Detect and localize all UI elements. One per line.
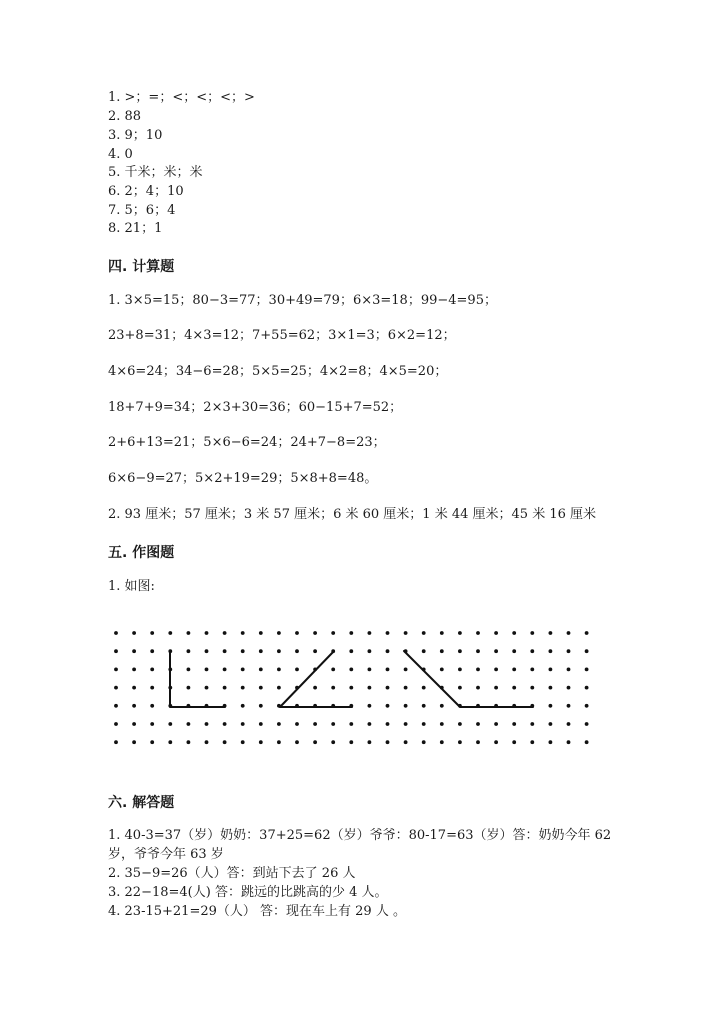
grid-dot <box>241 649 245 653</box>
grid-dot <box>386 649 390 653</box>
grid-dot <box>404 631 408 635</box>
calc-line: 1. 3×5=15；80−3=77；30+49=79；6×3=18；99−4=95； <box>108 293 497 308</box>
grid-dot <box>422 740 426 744</box>
drawing-caption: 1. 如图: <box>108 579 155 594</box>
grid-dot <box>168 740 172 744</box>
grid-dot <box>404 668 408 672</box>
dot-grid-figure <box>105 620 605 760</box>
grid-dot <box>205 722 209 726</box>
grid-dot <box>187 686 191 690</box>
dot-grid <box>114 631 588 744</box>
solution-line: 3. 22−18=4(人) 答：跳远的比跳高的少 4 人。 <box>108 885 388 900</box>
grid-dot <box>187 631 191 635</box>
grid-dot <box>295 722 299 726</box>
grid-dot <box>331 668 335 672</box>
grid-dot <box>205 686 209 690</box>
grid-dot <box>277 631 281 635</box>
grid-dot <box>150 704 154 708</box>
answer-line: 2. 88 <box>108 109 142 124</box>
grid-dot <box>295 668 299 672</box>
solution-line: 1. 40-3=37（岁）奶奶：37+25=62（岁）爷爷：80-17=63（岁）答：奶奶今年 62 <box>108 828 612 843</box>
grid-dot <box>422 686 426 690</box>
solution-line: 2. 35−9=26（人）答：到站下去了 26 人 <box>108 866 356 881</box>
grid-dot <box>313 722 317 726</box>
grid-dot <box>150 722 154 726</box>
grid-dot <box>476 722 480 726</box>
grid-dot <box>567 722 571 726</box>
grid-dot <box>150 649 154 653</box>
grid-dot <box>114 631 118 635</box>
grid-dot <box>549 631 553 635</box>
grid-dot <box>530 668 534 672</box>
grid-dot <box>114 668 118 672</box>
grid-dot <box>241 631 245 635</box>
calc-line: 23+8=31；4×3=12；7+55=62；3×1=3；6×2=12； <box>108 328 456 343</box>
grid-dot <box>205 668 209 672</box>
grid-dot <box>530 722 534 726</box>
grid-dot <box>567 668 571 672</box>
grid-dot <box>458 668 462 672</box>
grid-dot <box>585 631 589 635</box>
grid-dot <box>114 722 118 726</box>
grid-dot <box>223 686 227 690</box>
grid-dot <box>549 649 553 653</box>
grid-dot <box>259 704 263 708</box>
grid-dot <box>277 649 281 653</box>
grid-dot <box>259 631 263 635</box>
grid-dot <box>313 649 317 653</box>
grid-dot <box>404 704 408 708</box>
grid-dot <box>458 740 462 744</box>
grid-dot <box>368 649 372 653</box>
grid-dot <box>241 740 245 744</box>
grid-dot <box>585 686 589 690</box>
calc-line: 2. 93 厘米；57 厘米；3 米 57 厘米；6 米 60 厘米；1 米 44 厘米；45 米 16 厘米 <box>108 507 596 522</box>
section-5-title: 五. 作图题 <box>108 545 175 561</box>
grid-dot <box>530 686 534 690</box>
grid-dot <box>512 668 516 672</box>
grid-dot <box>567 704 571 708</box>
grid-dot <box>114 704 118 708</box>
grid-dot <box>331 631 335 635</box>
grid-dot <box>187 722 191 726</box>
grid-dot <box>132 722 136 726</box>
grid-dot <box>530 649 534 653</box>
grid-dot <box>458 649 462 653</box>
grid-dot <box>440 649 444 653</box>
grid-dot <box>549 668 553 672</box>
grid-dot <box>458 631 462 635</box>
grid-dot <box>386 686 390 690</box>
grid-dot <box>223 668 227 672</box>
grid-dot <box>386 722 390 726</box>
grid-dot <box>494 631 498 635</box>
answer-line: 3. 9；10 <box>108 128 163 143</box>
grid-dot <box>512 686 516 690</box>
grid-dot <box>567 686 571 690</box>
grid-dot <box>494 740 498 744</box>
grid-dot <box>187 740 191 744</box>
grid-dot <box>223 649 227 653</box>
grid-dot <box>132 740 136 744</box>
grid-dot <box>422 649 426 653</box>
grid-dot <box>349 631 353 635</box>
grid-dot <box>132 631 136 635</box>
grid-dot <box>494 649 498 653</box>
grid-dot <box>458 686 462 690</box>
grid-dot <box>150 740 154 744</box>
grid-dot <box>223 631 227 635</box>
grid-dot <box>313 686 317 690</box>
grid-dot <box>422 722 426 726</box>
section-6-title: 六. 解答题 <box>108 795 175 811</box>
grid-dot <box>440 704 444 708</box>
answer-line: 5. 千米；米；米 <box>108 165 203 180</box>
grid-dot <box>313 631 317 635</box>
grid-dot <box>277 722 281 726</box>
grid-dot <box>549 704 553 708</box>
grid-dot <box>440 631 444 635</box>
grid-dot <box>494 686 498 690</box>
grid-dot <box>512 740 516 744</box>
grid-dot <box>404 686 408 690</box>
grid-dot <box>259 649 263 653</box>
grid-dot <box>331 722 335 726</box>
grid-dot <box>386 631 390 635</box>
grid-dot <box>241 704 245 708</box>
grid-dot <box>476 686 480 690</box>
grid-dot <box>368 631 372 635</box>
grid-dot <box>494 668 498 672</box>
grid-dot <box>368 668 372 672</box>
grid-dot <box>422 704 426 708</box>
calc-line: 18+7+9=34；2×3+30=36；60−15+7=52； <box>108 400 403 415</box>
calc-line: 4×6=24；34−6=28；5×5=25；4×2=8；4×5=20； <box>108 364 448 379</box>
grid-dot <box>368 722 372 726</box>
grid-dot <box>259 740 263 744</box>
grid-dot <box>150 668 154 672</box>
grid-dot <box>585 722 589 726</box>
grid-dot <box>585 649 589 653</box>
grid-dot <box>549 722 553 726</box>
grid-dot <box>205 631 209 635</box>
grid-dot <box>585 668 589 672</box>
grid-dot <box>476 740 480 744</box>
grid-dot <box>241 668 245 672</box>
grid-dot <box>241 722 245 726</box>
grid-dot <box>168 722 172 726</box>
grid-dot <box>476 649 480 653</box>
grid-dot <box>132 668 136 672</box>
grid-dot <box>585 740 589 744</box>
answer-line: 8. 21；1 <box>108 221 163 236</box>
grid-dot <box>476 631 480 635</box>
grid-dot <box>331 686 335 690</box>
grid-dot <box>368 704 372 708</box>
grid-dot <box>422 631 426 635</box>
grid-dot <box>132 649 136 653</box>
grid-dot <box>313 740 317 744</box>
grid-dot <box>512 722 516 726</box>
grid-dot <box>132 686 136 690</box>
grid-dot <box>205 740 209 744</box>
grid-dot <box>567 649 571 653</box>
grid-dot <box>386 740 390 744</box>
grid-dot <box>295 649 299 653</box>
grid-dot <box>277 686 281 690</box>
grid-dot <box>114 686 118 690</box>
grid-dot <box>150 631 154 635</box>
grid-dot <box>512 631 516 635</box>
section-4-title: 四. 计算题 <box>108 259 175 275</box>
grid-dot <box>368 740 372 744</box>
grid-dot <box>277 668 281 672</box>
grid-dot <box>476 668 480 672</box>
grid-dot <box>259 722 263 726</box>
acute-angle-shape <box>280 651 334 707</box>
calc-line: 2+6+13=21；5×6−6=24；24+7−8=23； <box>108 435 386 450</box>
answer-line: 6. 2；4；10 <box>108 184 184 199</box>
grid-dot <box>241 686 245 690</box>
grid-dot <box>349 740 353 744</box>
solution-line: 4. 23-15+21=29（人） 答：现在车上有 29 人 。 <box>108 904 406 919</box>
grid-dot <box>458 722 462 726</box>
grid-dot <box>494 722 498 726</box>
answer-line: 4. 0 <box>108 147 133 162</box>
grid-dot <box>132 704 136 708</box>
grid-dot <box>585 704 589 708</box>
grid-dot <box>549 740 553 744</box>
grid-dot <box>223 722 227 726</box>
answer-line: 1. >；=；<；<；<；> <box>108 90 255 105</box>
grid-dot <box>549 686 553 690</box>
grid-dot <box>331 740 335 744</box>
answer-line: 7. 5；6；4 <box>108 203 176 218</box>
grid-dot <box>277 740 281 744</box>
grid-dot <box>512 649 516 653</box>
grid-dot <box>295 631 299 635</box>
grid-dot <box>349 668 353 672</box>
grid-dot <box>386 704 390 708</box>
grid-dot <box>349 686 353 690</box>
grid-dot <box>259 668 263 672</box>
grid-dot <box>386 668 390 672</box>
solution-line: 岁，爷爷今年 63 岁 <box>108 847 224 862</box>
grid-dot <box>567 740 571 744</box>
grid-dot <box>530 631 534 635</box>
grid-dot <box>440 668 444 672</box>
grid-dot <box>440 722 444 726</box>
grid-dot <box>404 740 408 744</box>
grid-dot <box>205 649 209 653</box>
obtuse-angle-shape <box>404 651 533 707</box>
grid-dot <box>567 631 571 635</box>
grid-dot <box>368 686 372 690</box>
grid-dot <box>349 649 353 653</box>
grid-dot <box>530 740 534 744</box>
right-angle-shape <box>170 651 225 707</box>
grid-dot <box>114 649 118 653</box>
grid-dot <box>404 722 408 726</box>
grid-dot <box>114 740 118 744</box>
grid-dot <box>150 686 154 690</box>
calc-line: 6×6−9=27；5×2+19=29；5×8+8=48。 <box>108 471 378 486</box>
grid-dot <box>295 740 299 744</box>
grid-dot <box>187 649 191 653</box>
grid-dot <box>223 740 227 744</box>
grid-dot <box>187 668 191 672</box>
grid-dot <box>349 722 353 726</box>
grid-dot <box>440 740 444 744</box>
grid-dot <box>168 631 172 635</box>
grid-dot <box>259 686 263 690</box>
